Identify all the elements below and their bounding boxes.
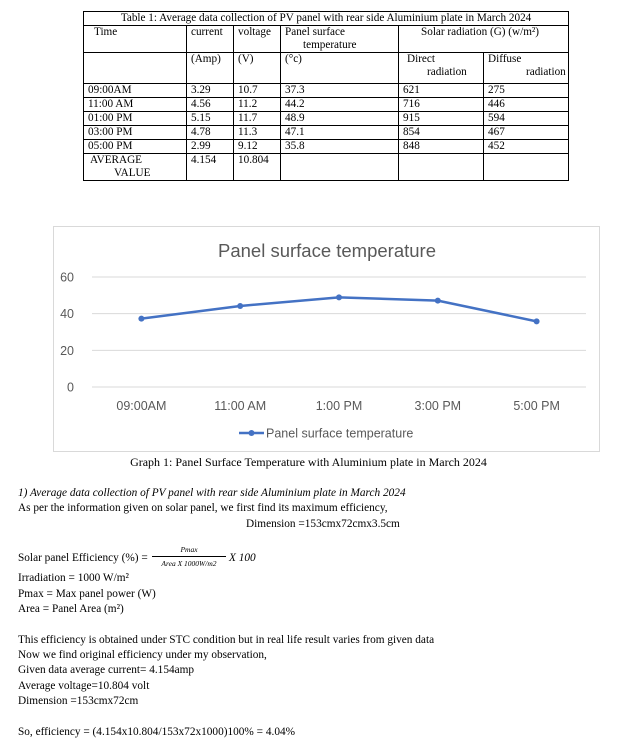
- chart-svg: [54, 227, 601, 453]
- y-tick-label: 20: [60, 343, 74, 358]
- cell-time: 01:00 PM: [84, 112, 187, 126]
- unit-diffuse: Diffuse radiation: [484, 53, 569, 84]
- paragraph-original: Now we find original efficiency under my observation,: [18, 649, 267, 661]
- x-tick-label: 5:00 PM: [513, 399, 560, 413]
- x-tick-label: 09:00AM: [116, 399, 167, 413]
- series-line: [141, 297, 536, 321]
- cell-current: 3.29: [187, 84, 234, 98]
- table-row: [84, 140, 569, 154]
- cell-voltage: 9.12: [234, 140, 281, 154]
- cell-diffuse: 594: [484, 112, 569, 126]
- section-heading: 1) Average data collection of PV panel with rear side Aluminium plate in March 2024: [18, 487, 406, 499]
- cell-direct: 716: [399, 98, 484, 112]
- cell-current: 5.15: [187, 112, 234, 126]
- efficiency-multiplier: X 100: [229, 552, 256, 564]
- temperature-chart: [53, 226, 600, 452]
- average-label: AVERAGE VALUE: [84, 154, 187, 181]
- chart-legend: [239, 427, 413, 441]
- y-tick-label: 60: [60, 270, 74, 285]
- cell-direct: 915: [399, 112, 484, 126]
- cell-direct: 848: [399, 140, 484, 154]
- header-voltage: voltage: [234, 26, 281, 53]
- cell-diffuse: 452: [484, 140, 569, 154]
- x-tick-label: 3:00 PM: [414, 399, 462, 413]
- header-panel-temperature: Panel surface temperature: [281, 26, 399, 53]
- unit-voltage: (V): [234, 53, 281, 84]
- cell-time: 11:00 AM: [84, 98, 187, 112]
- dimension-text: Dimension =153cmx72cmx3.5cm: [246, 518, 400, 530]
- average-current: 4.154: [187, 154, 234, 181]
- paragraph-current: Given data average current= 4.154amp: [18, 664, 195, 676]
- cell-current: 4.56: [187, 98, 234, 112]
- cell-diffuse: 275: [484, 84, 569, 98]
- cell-diffuse: 467: [484, 126, 569, 140]
- efficiency-fraction: [152, 545, 226, 568]
- cell-time: 03:00 PM: [84, 126, 187, 140]
- cell-temp: 47.1: [281, 126, 399, 140]
- cell-temp: 44.2: [281, 98, 399, 112]
- cell-voltage: 11.7: [234, 112, 281, 126]
- header-solar-radiation: Solar radiation (G) (w/m²): [399, 26, 569, 53]
- cell-voltage: 10.7: [234, 84, 281, 98]
- legend-label: Panel surface temperature: [266, 426, 414, 441]
- data-point: [237, 303, 243, 309]
- cell-direct: 854: [399, 126, 484, 140]
- data-point: [336, 294, 342, 300]
- table-row: [84, 126, 569, 140]
- area-text: Area = Panel Area (m²): [18, 603, 124, 615]
- unit-current: (Amp): [187, 53, 234, 84]
- cell-time: 05:00 PM: [84, 140, 187, 154]
- cell-temp: 35.8: [281, 140, 399, 154]
- fraction-denominator: Area X 1000W/m2: [161, 559, 217, 568]
- cell-voltage: 11.2: [234, 98, 281, 112]
- graph-caption: Graph 1: Panel Surface Temperature with Aluminium plate in March 2024: [130, 455, 487, 469]
- cell-temp: 48.9: [281, 112, 399, 126]
- pmax-text: Pmax = Max panel power (W): [18, 588, 156, 600]
- table-header-row: [84, 26, 569, 53]
- data-point: [138, 316, 144, 322]
- y-tick-label: 40: [60, 307, 74, 322]
- chart-title: Panel surface temperature: [217, 240, 437, 261]
- x-tick-label: 11:00 AM: [214, 399, 267, 413]
- cell-current: 4.78: [187, 126, 234, 140]
- data-point: [435, 298, 441, 304]
- paragraph-dimension: Dimension =153cmx72cm: [18, 695, 139, 707]
- intro-text: As per the information given on solar panel, we first find its maximum efficiency,: [18, 502, 388, 514]
- paragraph-stc: This efficiency is obtained under STC condition but in real life result varies from given data: [18, 634, 435, 646]
- efficiency-label: Solar panel Efficiency (%) =: [18, 552, 148, 564]
- cell-voltage: 11.3: [234, 126, 281, 140]
- data-point: [534, 318, 540, 324]
- cell-current: 2.99: [187, 140, 234, 154]
- cell-temp: 37.3: [281, 84, 399, 98]
- header-current: current: [187, 26, 234, 53]
- table-caption: Table 1: Average data collection of PV panel with rear side Aluminium plate in March 2024: [84, 12, 569, 26]
- efficiency-result: So, efficiency = (4.154x10.804/153x72x1000)100% = 4.04%: [18, 726, 296, 738]
- y-tick-label: 0: [67, 380, 74, 395]
- average-voltage: 10.804: [234, 154, 281, 181]
- table-units-row: [84, 53, 569, 84]
- cell-diffuse: 446: [484, 98, 569, 112]
- fraction-numerator: Pmax: [152, 545, 226, 557]
- cell-direct: 621: [399, 84, 484, 98]
- table-row: [84, 98, 569, 112]
- table-row: [84, 84, 569, 98]
- cell-time: 09:00AM: [84, 84, 187, 98]
- unit-direct: Direct radiation: [399, 53, 484, 84]
- unit-temp: (°c): [281, 53, 399, 84]
- data-table: [83, 11, 569, 181]
- table-row: [84, 112, 569, 126]
- table-average-row: [84, 154, 569, 181]
- irradiation-text: Irradiation = 1000 W/m²: [18, 572, 129, 584]
- legend-marker: [249, 430, 255, 436]
- paragraph-voltage: Average voltage=10.804 volt: [18, 680, 150, 692]
- header-time: Time: [84, 26, 187, 53]
- x-tick-label: 1:00 PM: [315, 399, 363, 413]
